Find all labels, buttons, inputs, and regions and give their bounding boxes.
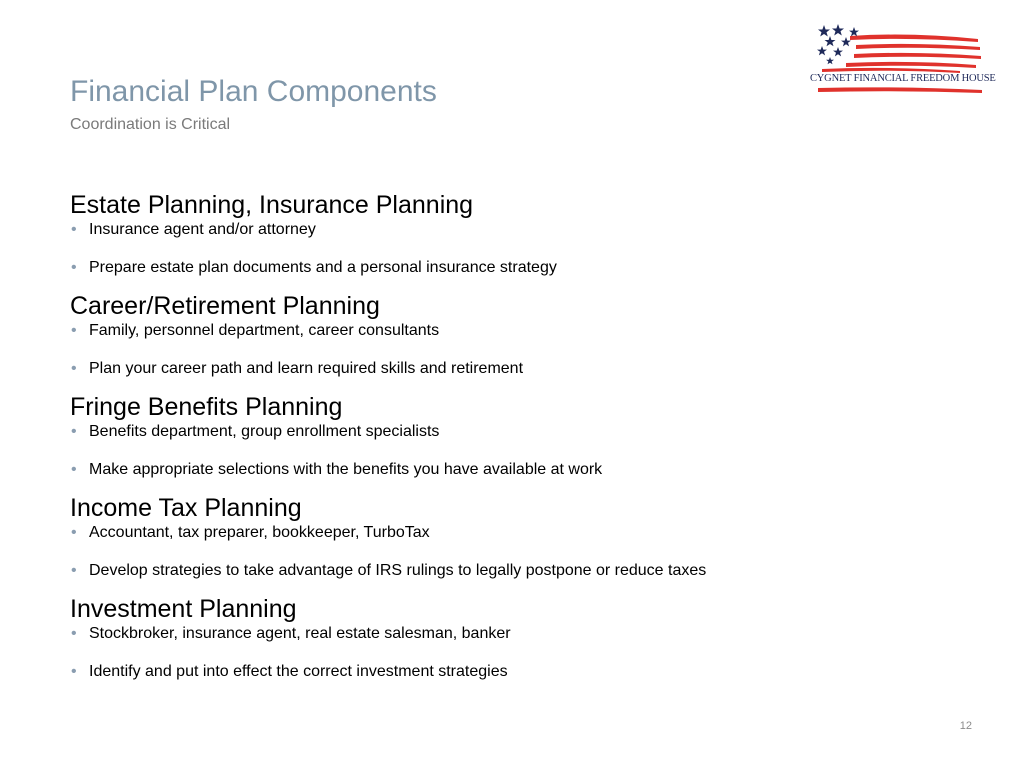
- bullet-item: [70, 422, 970, 442]
- bullet-list: [70, 624, 970, 682]
- logo-stars: [817, 24, 859, 64]
- bullet-dot-icon: •: [71, 625, 77, 642]
- section-heading: Income Tax Planning: [70, 494, 302, 522]
- bullet-text: Stockbroker, insurance agent, real estate salesman, banker: [89, 625, 511, 642]
- bullet-dot-icon: •: [71, 360, 77, 377]
- bullet-dot-icon: •: [71, 663, 77, 680]
- flag-logo-graphic: [810, 22, 996, 98]
- bullet-text: Make appropriate selections with the benefits you have available at work: [89, 461, 603, 478]
- bullet-dot-icon: •: [71, 524, 77, 541]
- section-fringe-benefits: [70, 392, 970, 480]
- slide-title: Financial Plan Components: [70, 75, 437, 108]
- bullet-text: Accountant, tax preparer, bookkeeper, TurboTax: [89, 524, 430, 541]
- section-heading: Investment Planning: [70, 595, 297, 623]
- bullet-text: Prepare estate plan documents and a personal insurance strategy: [89, 259, 557, 276]
- bullet-text: Family, personnel department, career consultants: [89, 322, 440, 339]
- bullet-item: [70, 258, 970, 278]
- bullet-text: Identify and put into effect the correct investment strategies: [89, 663, 508, 680]
- section-heading: Career/Retirement Planning: [70, 292, 380, 320]
- bullet-list: [70, 422, 970, 480]
- bullet-item: [70, 624, 970, 644]
- bullet-item: [70, 321, 970, 341]
- bullet-dot-icon: •: [71, 259, 77, 276]
- logo-text: CYGNET FINANCIAL FREEDOM HOUSE: [810, 73, 996, 84]
- slide-subtitle: Coordination is Critical: [70, 116, 231, 133]
- bullet-dot-icon: •: [71, 221, 77, 238]
- bullet-item: [70, 359, 970, 379]
- bullet-item: [70, 523, 970, 543]
- bullet-dot-icon: •: [71, 461, 77, 478]
- bullet-list: [70, 523, 970, 581]
- section-career-retirement: [70, 291, 970, 379]
- section-income-tax: [70, 493, 970, 581]
- bullet-text: Develop strategies to take advantage of IRS rulings to legally postpone or reduce taxes: [89, 562, 707, 579]
- page-number: 12: [959, 720, 972, 732]
- company-logo: [810, 22, 996, 98]
- bullet-list: [70, 321, 970, 379]
- slide-content: [70, 190, 970, 682]
- logo-stripes: [818, 35, 982, 93]
- section-heading: Estate Planning, Insurance Planning: [70, 191, 474, 219]
- bullet-dot-icon: •: [71, 562, 77, 579]
- bullet-text: Plan your career path and learn required skills and retirement: [89, 360, 524, 377]
- bullet-item: [70, 460, 970, 480]
- bullet-item: [70, 220, 970, 240]
- section-investment: [70, 594, 970, 682]
- bullet-list: [70, 220, 970, 278]
- bullet-dot-icon: •: [71, 423, 77, 440]
- bullet-dot-icon: •: [71, 322, 77, 339]
- section-heading: Fringe Benefits Planning: [70, 393, 343, 421]
- bullet-item: [70, 662, 970, 682]
- bullet-text: Benefits department, group enrollment specialists: [89, 423, 440, 440]
- bullet-text: Insurance agent and/or attorney: [89, 221, 316, 238]
- section-estate-insurance: [70, 190, 970, 278]
- bullet-item: [70, 561, 970, 581]
